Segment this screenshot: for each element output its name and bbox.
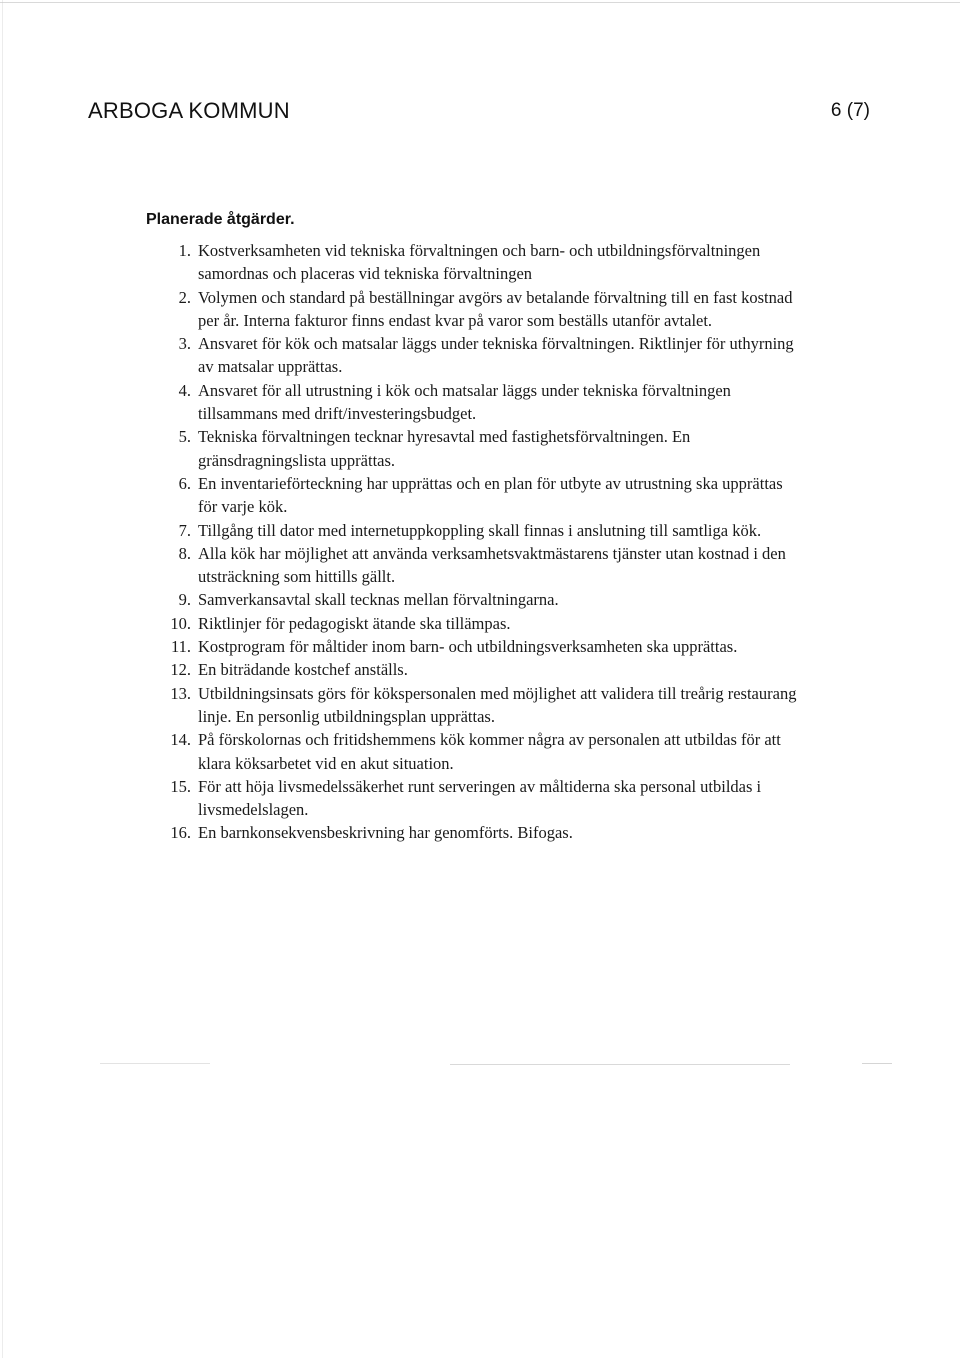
item-text: Alla kök har möjlighet att använda verksamhetsvaktmästarens tjänster utan kostnad i den utsträckning som hittills gällt.: [198, 543, 786, 587]
list-item: [150, 472, 800, 519]
list-item: [150, 635, 800, 658]
scan-artifact-bottom-middle: [450, 1064, 790, 1065]
list-item: [150, 821, 800, 844]
scan-artifact-bottom-right: [862, 1063, 892, 1064]
item-number: 7.: [178, 520, 191, 540]
list-item: [150, 425, 800, 472]
item-text: För att höja livsmedelssäkerhet runt serveringen av måltiderna ska personal utbildas i livsmedelslagen.: [198, 776, 762, 820]
item-text: Samverkansavtal skall tecknas mellan förvaltningarna.: [198, 590, 559, 610]
item-text: Tillgång till dator med internetuppkoppling skall finnas i anslutning till samtliga kök.: [198, 520, 762, 540]
list-item: [150, 519, 800, 542]
item-text: Ansvaret för kök och matsalar läggs under tekniska förvaltningen. Riktlinjer för uthyrning av matsalar upprättas.: [198, 334, 794, 377]
list-item: [150, 542, 800, 589]
page-number: 6 (7): [830, 100, 870, 121]
list-item: [150, 239, 800, 286]
item-number: 8.: [178, 543, 191, 563]
item-number: 3.: [178, 334, 191, 354]
item-number: 5.: [178, 427, 191, 447]
item-text: Utbildningsinsats görs för kökspersonalen med möjlighet att validera till treårig restaurang linje. En personlig utbildningsplan upprättas.: [198, 683, 797, 726]
item-text: Volymen och standard på beställningar avgörs av betalande förvaltning till en fast kostnad per år. Interna fakturor finns endast kvar på varor som beställs utanför avtalet.: [198, 287, 793, 330]
list-item: [150, 728, 800, 775]
list-item: [150, 286, 800, 333]
item-text: Kostverksamheten vid tekniska förvaltningen och barn- och utbildningsförvaltningen samordnas och placeras vid tekniska förvaltningen: [198, 241, 761, 284]
item-text: På förskolornas och fritidshemmens kök kommer några av personalen att utbildas för att klara köksarbetet vid en akut situation.: [198, 730, 781, 773]
list-item: [150, 775, 800, 822]
item-number: 13.: [170, 683, 191, 703]
list-item: [150, 379, 800, 426]
item-number: 15.: [170, 776, 191, 796]
organization-name: ARBOGA KOMMUN: [88, 98, 290, 123]
item-number: 14.: [170, 730, 191, 750]
list-item: [150, 682, 800, 729]
item-number: 16.: [170, 823, 191, 843]
item-number: 9.: [178, 590, 191, 610]
item-text: En barnkonsekvensbeskrivning har genomförts. Bifogas.: [198, 823, 573, 843]
scan-artifact-left-edge: [2, 0, 3, 1358]
item-text: Tekniska förvaltningen tecknar hyresavtal med fastighetsförvaltningen. En gränsdragningslista upprättas.: [198, 427, 691, 470]
item-number: 2.: [178, 287, 191, 307]
item-number: 6.: [178, 473, 191, 493]
list-item: [150, 612, 800, 635]
item-number: 11.: [170, 637, 191, 657]
planned-actions-list: [150, 239, 800, 845]
scan-artifact-bottom-left: [100, 1063, 210, 1064]
item-text: Riktlinjer för pedagogiskt ätande ska tillämpas.: [198, 613, 511, 633]
list-item: [150, 658, 800, 681]
item-number: 4.: [178, 380, 191, 400]
item-text: En inventarieförteckning har upprättas och en plan för utbyte av utrustning ska upprättas för varje kök.: [198, 473, 783, 517]
item-text: Kostprogram för måltider inom barn- och utbildningsverksamheten ska upprättas.: [198, 637, 738, 657]
item-text: Ansvaret för all utrustning i kök och matsalar läggs under tekniska förvaltningen tillsammans med drift/investeringsbudget.: [198, 380, 731, 424]
item-number: 1.: [178, 241, 191, 260]
section-heading: Planerade åtgärder.: [146, 211, 295, 228]
scan-artifact-top: [0, 2, 960, 3]
item-number: 12.: [170, 660, 191, 680]
page-header: [88, 98, 870, 134]
list-item: [150, 332, 800, 379]
list-item: [150, 588, 800, 611]
item-number: 10.: [170, 613, 191, 633]
item-text: En biträdande kostchef anställs.: [198, 660, 408, 680]
